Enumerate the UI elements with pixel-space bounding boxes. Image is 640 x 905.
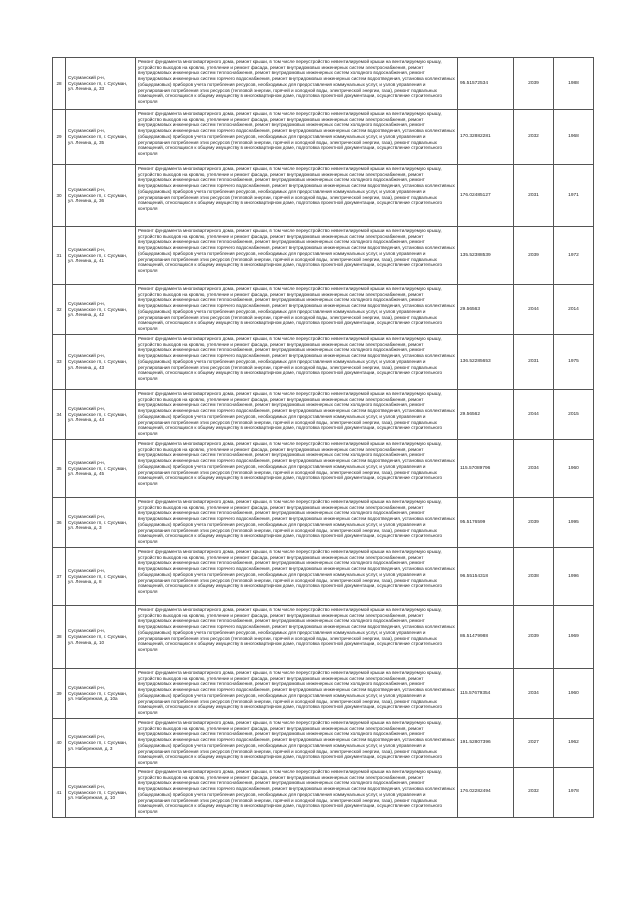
row-cost: 115.57089796 [458, 440, 514, 498]
row-year-built: 1968 [554, 110, 594, 165]
row-works [136, 110, 458, 165]
row-works-text: Ремонт фундамента многоквартирного дома, ремонт крыши, в том числе переустройство невентилируемой крыши на вентилируемую крышу, устройство выходов на кровлю, утепление и ремонт фасада, ремонт внутридомовых инженерных систем электроснабжения, ремонт внутридомовых инженерных систем теплоснабжения, ремонт внутридомовых инженерных систем холодного водоснабжения, ремонт внутридомовых инженерных систем горячего водоснабжения, ремонт внутридомовых инженерных систем водоотведения, установка коллективных (общедомовых) приборов учета потребления ресурсов, необходимых для предоставления коммунальных услуг, и узлов управления и регулирования потребления этих ресурсов (тепловой энергии, горячей и холодной воды, электрической энергии, газа), ремонт подвальных помещений, относящихся к общему имуществу в многоквартирном доме, подготовка проектной документации, осуществление строительного контроля [138, 336, 455, 382]
row-year-plan: 2039 [514, 606, 554, 669]
row-number: 33 [53, 335, 66, 390]
row-year-built: 1960 [554, 440, 594, 498]
row-address: Сусуманский р-н, Сусуманское гп, г. Сусуман, ул. Набережная, д. 10а [66, 669, 136, 719]
row-year-built: 1988 [554, 58, 594, 110]
row-address: Сусуманский р-н, Сусуманское гп, г. Сусуман, ул. Ленина, д. 45 [66, 440, 136, 498]
table-row [53, 719, 594, 768]
row-cost: 95.51572534 [458, 58, 514, 110]
row-works-text: Ремонт фундамента многоквартирного дома, ремонт крыши, в том числе переустройство невентилируемой крыши на вентилируемую крышу, устройство выходов на кровлю, утепление и ремонт фасада, ремонт внутридомовых инженерных систем электроснабжения, ремонт внутридомовых инженерных систем теплоснабжения, ремонт внутридомовых инженерных систем холодного водоснабжения, ремонт внутридомовых инженерных систем горячего водоснабжения, ремонт внутридомовых инженерных систем водоотведения, установка коллективных (общедомовых) приборов учета потребления ресурсов, необходимых для предоставления коммунальных услуг, и узлов управления и регулирования потребления этих ресурсов (тепловой энергии, горячей и холодной воды, электрической энергии, газа), ремонт подвальных помещений, относящихся к общему имуществу в многоквартирном доме, подготовка проектной документации, осуществление строительного контроля [138, 499, 455, 545]
row-number: 30 [53, 165, 66, 227]
row-year-built: 1978 [554, 767, 594, 817]
row-year-plan: 2031 [514, 335, 554, 390]
row-works [136, 227, 458, 285]
row-year-plan: 2044 [514, 285, 554, 335]
row-address: Сусуманский р-н, Сусуманское гп, г. Сусуман, ул. Набережная, д. 3 [66, 719, 136, 768]
row-address: Сусуманский р-н, Сусуманское гп, г. Сусуман, ул. Ленина, д. 44 [66, 390, 136, 440]
row-works [136, 165, 458, 227]
table-row [53, 390, 594, 440]
row-works-text: Ремонт фундамента многоквартирного дома, ремонт крыши, в том числе переустройство невентилируемой крыши на вентилируемую крышу, устройство выходов на кровлю, утепление и ремонт фасада, ремонт внутридомовых инженерных систем электроснабжения, ремонт внутридомовых инженерных систем теплоснабжения, ремонт внутридомовых инженерных систем холодного водоснабжения, ремонт внутридомовых инженерных систем горячего водоснабжения, ремонт внутридомовых инженерных систем водоотведения, установка коллективных (общедомовых) приборов учета потребления ресурсов, необходимых для предоставления коммунальных услуг, и узлов управления и регулирования потребления этих ресурсов (тепловой энергии, горячей и холодной воды, электрической энергии, газа), ремонт подвальных помещений, относящихся к общему имуществу в многоквартирном доме, подготовка проектной документации, осуществление строительного контроля [138, 670, 455, 716]
row-works [136, 548, 458, 606]
row-works [136, 669, 458, 719]
row-year-built: 1960 [554, 669, 594, 719]
row-year-plan: 2032 [514, 110, 554, 165]
row-cost: 95.5176599 [458, 498, 514, 548]
row-year-plan: 2039 [514, 58, 554, 110]
row-works [136, 719, 458, 768]
row-year-built: 1995 [554, 498, 594, 548]
row-cost: 115.57679354 [458, 669, 514, 719]
row-address: Сусуманский р-н, Сусуманское гп, г. Сусуман, ул. Ленина, д. 36 [66, 165, 136, 227]
row-number: 36 [53, 498, 66, 548]
table-row [53, 548, 594, 606]
row-number: 31 [53, 227, 66, 285]
row-cost: 176.02485127 [458, 165, 514, 227]
table-row [53, 335, 594, 390]
row-works [136, 498, 458, 548]
row-works-text: Ремонт фундамента многоквартирного дома, ремонт крыши, в том числе переустройство невентилируемой крыши на вентилируемую крышу, устройство выходов на кровлю, утепление и ремонт фасада, ремонт внутридомовых инженерных систем электроснабжения, ремонт внутридомовых инженерных систем теплоснабжения, ремонт внутридомовых инженерных систем холодного водоснабжения, ремонт внутридомовых инженерных систем горячего водоснабжения, ремонт внутридомовых инженерных систем водоотведения, установка коллективных (общедомовых) приборов учета потребления ресурсов, необходимых для предоставления коммунальных услуг, и узлов управления и регулирования потребления этих ресурсов (тепловой энергии, горячей и холодной воды, электрической энергии, газа), ремонт подвальных помещений, относящихся к общему имуществу в многоквартирном доме, подготовка проектной документации, осуществление строительного контроля [138, 720, 455, 766]
row-year-built: 2015 [554, 390, 594, 440]
row-number: 40 [53, 719, 66, 768]
row-year-plan: 2031 [514, 165, 554, 227]
table-row [53, 58, 594, 110]
row-number: 35 [53, 440, 66, 498]
table-row [53, 606, 594, 669]
row-address: Сусуманский р-н, Сусуманское гп, г. Сусуман, ул. Ленина, д. 8 [66, 548, 136, 606]
row-number: 32 [53, 285, 66, 335]
row-works-text: Ремонт фундамента многоквартирного дома, ремонт крыши, в том числе переустройство невентилируемой крыши на вентилируемую крышу, устройство выходов на кровлю, утепление и ремонт фасада, ремонт внутридомовых инженерных систем электроснабжения, ремонт внутридомовых инженерных систем теплоснабжения, ремонт внутридомовых инженерных систем холодного водоснабжения, ремонт внутридомовых инженерных систем горячего водоснабжения, ремонт внутридомовых инженерных систем водоотведения, установка коллективных (общедомовых) приборов учета потребления ресурсов, необходимых для предоставления коммунальных услуг, и узлов управления и регулирования потребления этих ресурсов (тепловой энергии, горячей и холодной воды, электрической энергии, газа), ремонт подвальных помещений, относящихся к общему имуществу в многоквартирном доме, подготовка проектной документации, осуществление строительного контроля [138, 391, 455, 437]
table-row [53, 110, 594, 165]
row-year-built: 1996 [554, 548, 594, 606]
row-year-plan: 2038 [514, 548, 554, 606]
row-year-built: 1972 [554, 227, 594, 285]
row-year-plan: 2034 [514, 440, 554, 498]
row-year-built: 1962 [554, 719, 594, 768]
row-year-plan: 2039 [514, 498, 554, 548]
row-cost: 86.51479988 [458, 606, 514, 669]
row-address: Сусуманский р-н, Сусуманское гп, г. Сусуман, ул. Набережная, д. 10 [66, 767, 136, 817]
row-works [136, 58, 458, 110]
capital-repair-table [52, 57, 594, 818]
row-cost: 96.55154318 [458, 548, 514, 606]
row-year-built: 1969 [554, 606, 594, 669]
row-year-plan: 2034 [514, 669, 554, 719]
row-number: 38 [53, 606, 66, 669]
row-works-text: Ремонт фундамента многоквартирного дома, ремонт крыши, в том числе переустройство невентилируемой крыши на вентилируемую крышу, устройство выходов на кровлю, утепление и ремонт фасада, ремонт внутридомовых инженерных систем электроснабжения, ремонт внутридомовых инженерных систем теплоснабжения, ремонт внутридомовых инженерных систем холодного водоснабжения, ремонт внутридомовых инженерных систем горячего водоснабжения, ремонт внутридомовых инженерных систем водоотведения, установка коллективных (общедомовых) приборов учета потребления ресурсов, необходимых для предоставления коммунальных услуг, и узлов управления и регулирования потребления этих ресурсов (тепловой энергии, горячей и холодной воды, электрической энергии, газа), ремонт подвальных помещений, относящихся к общему имуществу в многоквартирном доме, подготовка проектной документации, осуществление строительного контроля [138, 166, 455, 212]
row-works-text: Ремонт фундамента многоквартирного дома, ремонт крыши, в том числе переустройство невентилируемой крыши на вентилируемую крышу, устройство выходов на кровлю, утепление и ремонт фасада, ремонт внутридомовых инженерных систем электроснабжения, ремонт внутридомовых инженерных систем теплоснабжения, ремонт внутридомовых инженерных систем холодного водоснабжения, ремонт внутридомовых инженерных систем горячего водоснабжения, ремонт внутридомовых инженерных систем водоотведения, установка коллективных (общедомовых) приборов учета потребления ресурсов, необходимых для предоставления коммунальных услуг, и узлов управления и регулирования потребления этих ресурсов (тепловой энергии, горячей и холодной воды, электрической энергии, газа), ремонт подвальных помещений, относящихся к общему имуществу в многоквартирном доме, подготовка проектной документации, осуществление строительного контроля [138, 549, 455, 595]
row-address: Сусуманский р-н, Сусуманское гп, г. Сусуман, ул. Ленина, д. 33 [66, 58, 136, 110]
row-works-text: Ремонт фундамента многоквартирного дома, ремонт крыши, в том числе переустройство невентилируемой крыши на вентилируемую крышу, устройство выходов на кровлю, утепление и ремонт фасада, ремонт внутридомовых инженерных систем электроснабжения, ремонт внутридомовых инженерных систем теплоснабжения, ремонт внутридомовых инженерных систем холодного водоснабжения, ремонт внутридомовых инженерных систем горячего водоснабжения, ремонт внутридомовых инженерных систем водоотведения, установка коллективных (общедомовых) приборов учета потребления ресурсов, необходимых для предоставления коммунальных услуг, и узлов управления и регулирования потребления этих ресурсов (тепловой энергии, горячей и холодной воды, электрической энергии, газа), ремонт подвальных помещений, относящихся к общему имуществу в многоквартирном доме, подготовка проектной документации, осуществление строительного контроля [138, 111, 455, 157]
table-row [53, 767, 594, 817]
row-works-text: Ремонт фундамента многоквартирного дома, ремонт крыши, в том числе переустройство невентилируемой крыши на вентилируемую крышу, устройство выходов на кровлю, утепление и ремонт фасада, ремонт внутридомовых инженерных систем электроснабжения, ремонт внутридомовых инженерных систем теплоснабжения, ремонт внутридомовых инженерных систем холодного водоснабжения, ремонт внутридомовых инженерных систем горячего водоснабжения, ремонт внутридомовых инженерных систем водоотведения, установка коллективных (общедомовых) приборов учета потребления ресурсов, необходимых для предоставления коммунальных услуг, и узлов управления и регулирования потребления этих ресурсов (тепловой энергии, горячей и холодной воды, электрической энергии, газа), ремонт подвальных помещений, относящихся к общему имуществу в многоквартирном доме, подготовка проектной документации, осуществление строительного контроля [138, 286, 455, 332]
row-works-text: Ремонт фундамента многоквартирного дома, ремонт крыши, в том числе переустройство невентилируемой крыши на вентилируемую крышу, устройство выходов на кровлю, утепление и ремонт фасада, ремонт внутридомовых инженерных систем электроснабжения, ремонт внутридомовых инженерных систем теплоснабжения, ремонт внутридомовых инженерных систем холодного водоснабжения, ремонт внутридомовых инженерных систем горячего водоснабжения, ремонт внутридомовых инженерных систем водоотведения, установка коллективных (общедомовых) приборов учета потребления ресурсов, необходимых для предоставления коммунальных услуг, и узлов управления и регулирования потребления этих ресурсов (тепловой энергии, горячей и холодной воды, электрической энергии, газа), ремонт подвальных помещений, относящихся к общему имуществу в многоквартирном доме, подготовка проектной документации, осуществление строительного контроля [138, 59, 455, 105]
table-row [53, 285, 594, 335]
row-cost: 29.56563 [458, 285, 514, 335]
row-address: Сусуманский р-н, Сусуманское гп, г. Сусуман, ул. Ленина, д. 10 [66, 606, 136, 669]
row-year-plan: 2044 [514, 390, 554, 440]
table-row [53, 165, 594, 227]
row-cost: 136.52285653 [458, 335, 514, 390]
row-works [136, 390, 458, 440]
row-number: 37 [53, 548, 66, 606]
row-address: Сусуманский р-н, Сусуманское гп, г. Сусуман, ул. Ленина, д. 3 [66, 498, 136, 548]
table-row [53, 498, 594, 548]
row-works [136, 440, 458, 498]
row-works-text: Ремонт фундамента многоквартирного дома, ремонт крыши, в том числе переустройство невентилируемой крыши на вентилируемую крышу, устройство выходов на кровлю, утепление и ремонт фасада, ремонт внутридомовых инженерных систем электроснабжения, ремонт внутридомовых инженерных систем теплоснабжения, ремонт внутридомовых инженерных систем холодного водоснабжения, ремонт внутридомовых инженерных систем горячего водоснабжения, ремонт внутридомовых инженерных систем водоотведения, установка коллективных (общедомовых) приборов учета потребления ресурсов, необходимых для предоставления коммунальных услуг, и узлов управления и регулирования потребления этих ресурсов (тепловой энергии, горячей и холодной воды, электрической энергии, газа), ремонт подвальных помещений, относящихся к общему имуществу в многоквартирном доме, подготовка проектной документации, осуществление строительного контроля [138, 768, 455, 815]
row-works [136, 335, 458, 390]
row-address: Сусуманский р-н, Сусуманское гп, г. Сусуман, ул. Ленина, д. 41 [66, 227, 136, 285]
row-works [136, 285, 458, 335]
row-cost: 29.56562 [458, 390, 514, 440]
row-address: Сусуманский р-н, Сусуманское гп, г. Сусуман, ул. Ленина, д. 35 [66, 110, 136, 165]
row-cost: 170.32882281 [458, 110, 514, 165]
row-works-text: Ремонт фундамента многоквартирного дома, ремонт крыши, в том числе переустройство невентилируемой крыши на вентилируемую крышу, устройство выходов на кровлю, утепление и ремонт фасада, ремонт внутридомовых инженерных систем электроснабжения, ремонт внутридомовых инженерных систем теплоснабжения, ремонт внутридомовых инженерных систем холодного водоснабжения, ремонт внутридомовых инженерных систем горячего водоснабжения, ремонт внутридомовых инженерных систем водоотведения, установка коллективных (общедомовых) приборов учета потребления ресурсов, необходимых для предоставления коммунальных услуг, и узлов управления и регулирования потребления этих ресурсов (тепловой энергии, горячей и холодной воды, электрической энергии, газа), ремонт подвальных помещений, относящихся к общему имуществу в многоквартирном доме, подготовка проектной документации, осуществление строительного контроля [138, 441, 455, 487]
row-works [136, 767, 458, 817]
row-cost: 191.52807396 [458, 719, 514, 768]
row-address: Сусуманский р-н, Сусуманское гп, г. Сусуман, ул. Ленина, д. 43 [66, 335, 136, 390]
row-year-plan: 2032 [514, 767, 554, 817]
row-year-plan: 2039 [514, 227, 554, 285]
table-row [53, 669, 594, 719]
row-year-built: 1975 [554, 335, 594, 390]
row-address: Сусуманский р-н, Сусуманское гп, г. Сусуман, ул. Ленина, д. 42 [66, 285, 136, 335]
row-year-built: 1971 [554, 165, 594, 227]
row-number: 28 [53, 58, 66, 110]
row-works-text: Ремонт фундамента многоквартирного дома, ремонт крыши, в том числе переустройство невентилируемой крыши на вентилируемую крышу, устройство выходов на кровлю, утепление и ремонт фасада, ремонт внутридомовых инженерных систем электроснабжения, ремонт внутридомовых инженерных систем теплоснабжения, ремонт внутридомовых инженерных систем холодного водоснабжения, ремонт внутридомовых инженерных систем горячего водоснабжения, ремонт внутридомовых инженерных систем водоотведения, установка коллективных (общедомовых) приборов учета потребления ресурсов, необходимых для предоставления коммунальных услуг, и узлов управления и регулирования потребления этих ресурсов (тепловой энергии, горячей и холодной воды, электрической энергии, газа), ремонт подвальных помещений, относящихся к общему имуществу в многоквартирном доме, подготовка проектной документации, осуществление строительного контроля [138, 607, 455, 653]
row-cost: 176.02282494 [458, 767, 514, 817]
row-number: 41 [53, 767, 66, 817]
row-number: 39 [53, 669, 66, 719]
row-works [136, 606, 458, 669]
row-year-built: 2014 [554, 285, 594, 335]
table-body [53, 58, 594, 818]
table-row [53, 227, 594, 285]
document-page [52, 57, 593, 818]
row-cost: 135.52388539 [458, 227, 514, 285]
row-year-plan: 2027 [514, 719, 554, 768]
row-number: 29 [53, 110, 66, 165]
row-works-text: Ремонт фундамента многоквартирного дома, ремонт крыши, в том числе переустройство невентилируемой крыши на вентилируемую крышу, устройство выходов на кровлю, утепление и ремонт фасада, ремонт внутридомовых инженерных систем электроснабжения, ремонт внутридомовых инженерных систем теплоснабжения, ремонт внутридомовых инженерных систем холодного водоснабжения, ремонт внутридомовых инженерных систем горячего водоснабжения, ремонт внутридомовых инженерных систем водоотведения, установка коллективных (общедомовых) приборов учета потребления ресурсов, необходимых для предоставления коммунальных услуг, и узлов управления и регулирования потребления этих ресурсов (тепловой энергии, горячей и холодной воды, электрической энергии, газа), ремонт подвальных помещений, относящихся к общему имуществу в многоквартирном доме, подготовка проектной документации, осуществление строительного контроля [138, 228, 455, 274]
row-number: 34 [53, 390, 66, 440]
table-row [53, 440, 594, 498]
